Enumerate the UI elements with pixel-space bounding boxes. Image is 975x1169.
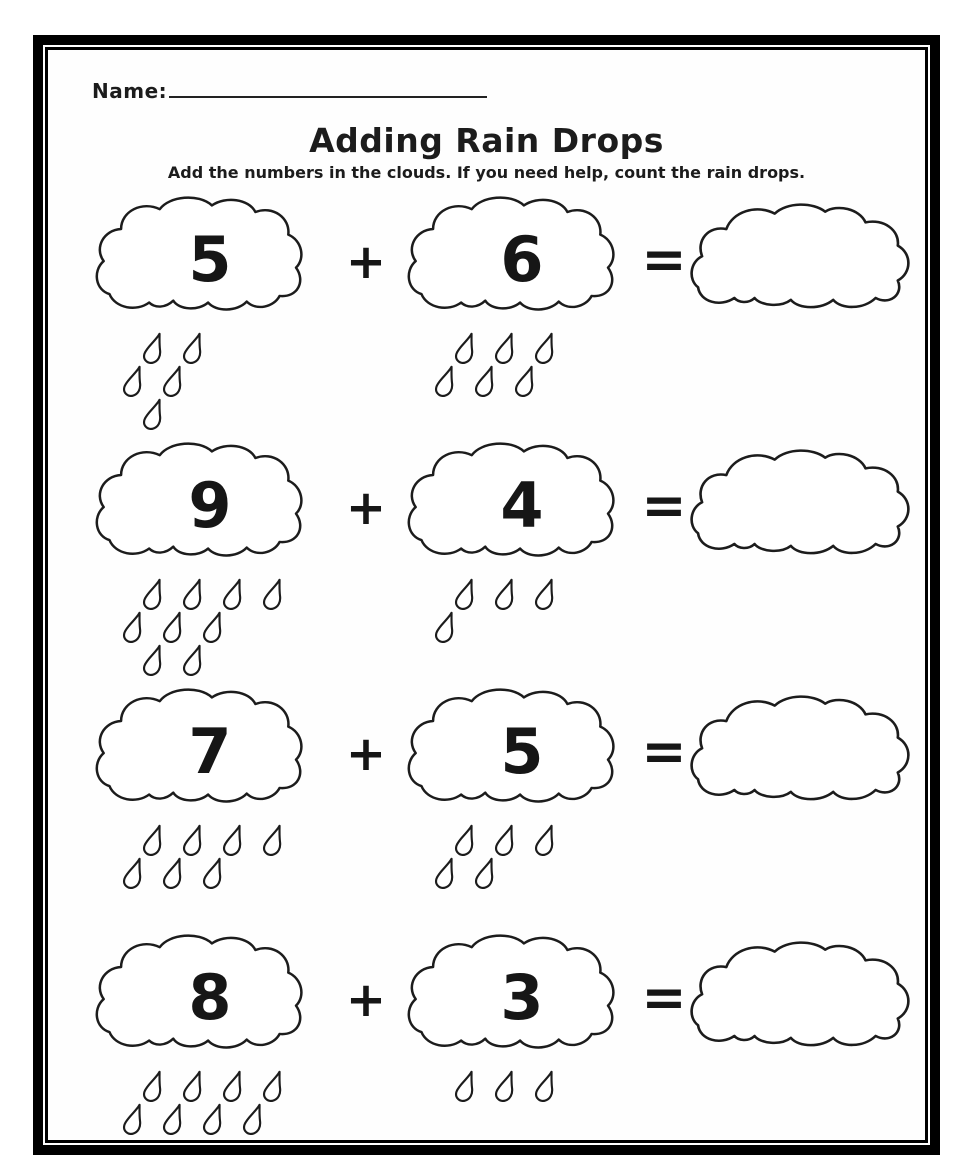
raindrops-group <box>406 578 570 644</box>
raindrop-icon <box>258 824 286 856</box>
raindrops-group <box>94 332 218 431</box>
raindrops-group <box>94 578 298 677</box>
raindrop-icon <box>530 1070 558 1102</box>
addend2-group <box>406 688 638 820</box>
raindrop-row <box>430 857 570 890</box>
addend2-value: 4 <box>500 469 544 542</box>
raindrop-icon <box>430 611 458 643</box>
raindrop-icon <box>158 365 186 397</box>
raindrop-row <box>118 611 298 644</box>
addend1-value: 5 <box>188 223 232 296</box>
addend1-value: 8 <box>188 961 232 1034</box>
raindrop-icon <box>530 824 558 856</box>
raindrop-row <box>450 332 570 365</box>
cloud-outline-icon <box>690 694 922 820</box>
raindrop-icon <box>118 365 146 397</box>
equals-sign: = <box>641 966 687 1029</box>
raindrop-icon <box>178 824 206 856</box>
worksheet-outer-border <box>33 35 940 1155</box>
plus-sign: + <box>345 972 387 1028</box>
answer-cloud[interactable] <box>690 940 922 1066</box>
raindrop-icon <box>198 857 226 889</box>
raindrops-group <box>406 1070 570 1103</box>
problems-list <box>48 196 925 1134</box>
cloud-outline-icon <box>690 448 922 574</box>
answer-cloud[interactable] <box>690 694 922 820</box>
raindrop-icon <box>158 1103 186 1135</box>
worksheet-inner-border <box>45 47 928 1143</box>
equals-sign: = <box>641 474 687 537</box>
raindrop-icon <box>158 857 186 889</box>
worksheet-title: Adding Rain Drops <box>309 121 664 160</box>
raindrop-icon <box>178 644 206 676</box>
raindrop-row <box>118 1103 298 1136</box>
raindrop-icon <box>118 857 146 889</box>
addend1-group <box>94 442 326 574</box>
answer-cloud[interactable] <box>690 448 922 574</box>
raindrop-row <box>138 332 218 365</box>
raindrop-icon <box>258 1070 286 1102</box>
raindrop-icon <box>138 578 166 610</box>
equals-sign: = <box>641 720 687 783</box>
raindrop-icon <box>530 578 558 610</box>
raindrop-icon <box>138 398 166 430</box>
raindrop-icon <box>450 824 478 856</box>
raindrop-icon <box>510 365 538 397</box>
plus-sign: + <box>345 234 387 290</box>
plus-sign: + <box>345 726 387 782</box>
raindrop-row <box>138 644 298 677</box>
cloud-outline-icon <box>690 940 922 1066</box>
problem-row-3 <box>48 688 925 934</box>
problem-row-2 <box>48 442 925 688</box>
name-row <box>92 76 925 103</box>
raindrops-group <box>94 1070 298 1136</box>
addend1-cloud <box>94 688 326 820</box>
raindrop-icon <box>118 1103 146 1135</box>
raindrop-icon <box>138 824 166 856</box>
addend2-group <box>406 934 638 1066</box>
raindrop-icon <box>530 332 558 364</box>
addend2-value: 6 <box>500 223 544 296</box>
raindrop-icon <box>158 611 186 643</box>
raindrop-icon <box>118 611 146 643</box>
raindrop-row <box>138 578 298 611</box>
raindrop-icon <box>178 332 206 364</box>
raindrop-row <box>138 398 218 431</box>
raindrop-row <box>450 1070 570 1103</box>
raindrop-icon <box>138 1070 166 1102</box>
plus-sign: + <box>345 480 387 536</box>
raindrop-row <box>450 578 570 611</box>
raindrop-icon <box>238 1103 266 1135</box>
addend2-cloud <box>406 934 638 1066</box>
raindrop-icon <box>430 857 458 889</box>
raindrop-icon <box>178 578 206 610</box>
problem-row-1 <box>48 196 925 442</box>
addend1-value: 7 <box>188 715 232 788</box>
raindrop-row <box>430 611 570 644</box>
raindrop-icon <box>470 365 498 397</box>
raindrop-icon <box>470 857 498 889</box>
equals-sign: = <box>641 228 687 291</box>
cloud-outline-icon <box>690 202 922 328</box>
raindrop-row <box>138 1070 298 1103</box>
addend1-group <box>94 934 326 1066</box>
addend2-group <box>406 196 638 328</box>
worksheet-instructions: Add the numbers in the clouds. If you need help, count the rain drops. <box>167 163 806 182</box>
raindrops-group <box>94 824 298 890</box>
addend1-cloud <box>94 442 326 574</box>
addend2-cloud <box>406 688 638 820</box>
raindrop-row <box>118 365 218 398</box>
raindrops-group <box>406 332 570 398</box>
raindrop-icon <box>198 1103 226 1135</box>
addend2-cloud <box>406 196 638 328</box>
raindrop-icon <box>138 332 166 364</box>
addend2-group <box>406 442 638 574</box>
raindrop-icon <box>490 578 518 610</box>
raindrops-group <box>406 824 570 890</box>
raindrop-icon <box>490 332 518 364</box>
raindrop-icon <box>218 824 246 856</box>
addend2-cloud <box>406 442 638 574</box>
raindrop-row <box>138 824 298 857</box>
raindrop-icon <box>450 332 478 364</box>
raindrop-icon <box>450 578 478 610</box>
raindrop-icon <box>218 578 246 610</box>
raindrop-row <box>430 365 570 398</box>
name-input-line[interactable] <box>169 76 487 98</box>
raindrop-row <box>450 824 570 857</box>
raindrop-icon <box>138 644 166 676</box>
name-label: Name: <box>92 79 168 103</box>
raindrop-icon <box>490 824 518 856</box>
addend1-value: 9 <box>188 469 232 542</box>
addend1-group <box>94 688 326 820</box>
raindrop-icon <box>490 1070 518 1102</box>
raindrop-icon <box>430 365 458 397</box>
raindrop-icon <box>198 611 226 643</box>
raindrop-icon <box>258 578 286 610</box>
addend2-value: 3 <box>500 961 544 1034</box>
raindrop-icon <box>218 1070 246 1102</box>
raindrop-icon <box>178 1070 206 1102</box>
raindrop-row <box>118 857 298 890</box>
addend1-group <box>94 196 326 328</box>
answer-cloud[interactable] <box>690 202 922 328</box>
addend1-cloud <box>94 934 326 1066</box>
addend1-cloud <box>94 196 326 328</box>
raindrop-icon <box>450 1070 478 1102</box>
problem-row-4 <box>48 934 925 1134</box>
addend2-value: 5 <box>500 715 544 788</box>
